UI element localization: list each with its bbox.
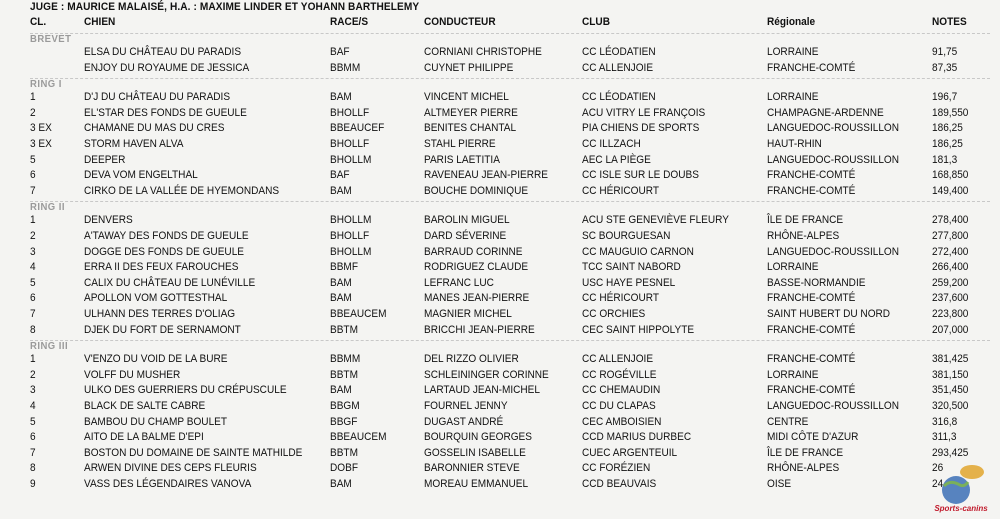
table-row (0, 461, 1000, 476)
cell-regionale: RHÔNE-ALPES (767, 230, 840, 242)
cell-regionale: CENTRE (767, 415, 809, 428)
cell-race: BAM (330, 276, 352, 289)
cell-club: CC LÉODATIEN (582, 91, 656, 104)
cell-race: BBTM (330, 323, 358, 336)
cell-chien: ELSA DU CHÂTEAU DU PARADIS (84, 46, 242, 58)
table-row (0, 291, 1000, 306)
cell-conducteur: LARTAUD JEAN-MICHEL (424, 384, 541, 397)
cell-regionale: FRANCHE-COMTÉ (767, 353, 856, 366)
cell-regionale: ÎLE DE FRANCE (767, 446, 844, 459)
table-row (0, 45, 1000, 60)
cell-cl: 2 (30, 106, 36, 119)
cell-club: CC ORCHIES (582, 308, 646, 320)
cell-race: BBTM (330, 446, 358, 459)
cell-club: CC MAUGUIO CARNON (582, 245, 694, 258)
cell-cl: 1 (30, 353, 36, 366)
table-row (0, 368, 1000, 383)
header-chien: CHIEN (84, 16, 116, 28)
cell-chien: ERRA II DES FEUX FAROUCHES (84, 261, 239, 274)
cell-club: CC CHEMAUDIN (582, 384, 661, 397)
table-row (0, 184, 1000, 199)
table-header (0, 15, 1000, 30)
cell-conducteur: DARD SÉVERINE (424, 230, 507, 242)
cell-regionale: LORRAINE (767, 368, 819, 381)
header-cl: CL. (30, 16, 47, 28)
cell-cl: 3 (30, 384, 36, 397)
cell-notes: 293,425 (932, 446, 969, 459)
cell-regionale: LORRAINE (767, 91, 819, 104)
cell-chien: VOLFF DU MUSHER (84, 368, 181, 381)
table-row (0, 121, 1000, 136)
cell-chien: DOGGE DES FONDS DE GUEULE (84, 245, 245, 258)
cell-notes: 186,25 (932, 122, 963, 135)
cell-cl: 8 (30, 462, 36, 475)
cell-race: BAM (330, 292, 352, 305)
table-row (0, 153, 1000, 168)
cell-club: USC HAYE PESNEL (582, 276, 676, 289)
cell-club: CEC SAINT HIPPOLYTE (582, 323, 695, 336)
cell-race: BBMM (330, 61, 361, 74)
cell-club: SC BOURGUESAN (582, 230, 671, 242)
cell-regionale: FRANCHE-COMTÉ (767, 323, 856, 336)
cell-race: BAF (330, 169, 350, 182)
cell-notes: 168,850 (932, 169, 969, 182)
cell-regionale: OISE (767, 478, 792, 490)
cell-chien: APOLLON VOM GOTTESTHAL (84, 292, 228, 305)
cell-regionale: FRANCHE-COMTÉ (767, 169, 856, 182)
table-row (0, 229, 1000, 244)
cell-club: CUEC ARGENTEUIL (582, 446, 678, 459)
cell-club: CC ISLE SUR LE DOUBS (582, 169, 699, 182)
cell-notes: 24 (932, 478, 944, 490)
cell-regionale: LANGUEDOC-ROUSSILLON (767, 245, 900, 258)
cell-club: ACU VITRY LE FRANÇOIS (582, 106, 706, 119)
cell-regionale: FRANCHE-COMTÉ (767, 61, 856, 74)
cell-race: BBGM (330, 400, 360, 412)
section-divider (30, 33, 990, 34)
cell-regionale: MIDI CÔTE D'AZUR (767, 431, 859, 444)
cell-regionale: LORRAINE (767, 261, 819, 274)
cell-notes: 259,200 (932, 276, 969, 289)
cell-club: CEC AMBOISIEN (582, 415, 662, 428)
cell-race: BBTM (330, 368, 358, 381)
cell-race: BBMF (330, 261, 358, 274)
cell-cl: 7 (30, 446, 36, 459)
section-divider (30, 340, 990, 341)
cell-chien: DEEPER (84, 153, 126, 166)
table-row (0, 90, 1000, 105)
cell-notes: 277,800 (932, 230, 969, 242)
table-row (0, 137, 1000, 152)
cell-chien: CIRKO DE LA VALLÉE DE HYEMONDANS (84, 184, 280, 197)
cell-race: BHOLLM (330, 214, 372, 227)
table-row (0, 213, 1000, 228)
cell-cl: 8 (30, 323, 36, 336)
cell-notes: 189,550 (932, 106, 969, 119)
cell-regionale: ÎLE DE FRANCE (767, 214, 844, 227)
cell-regionale: LANGUEDOC-ROUSSILLON (767, 122, 900, 135)
table-row (0, 323, 1000, 338)
cell-cl: 2 (30, 230, 36, 242)
table-row (0, 168, 1000, 183)
cell-notes: 311,3 (932, 431, 957, 444)
cell-regionale: FRANCHE-COMTÉ (767, 292, 856, 305)
cell-club: CCD MARIUS DURBEC (582, 431, 692, 444)
table-row (0, 106, 1000, 121)
cell-conducteur: VINCENT MICHEL (424, 91, 509, 104)
cell-cl: 2 (30, 368, 36, 381)
cell-regionale: FRANCHE-COMTÉ (767, 384, 856, 397)
cell-race: BBMM (330, 353, 361, 366)
section-label: BREVET (30, 34, 72, 45)
cell-regionale: LANGUEDOC-ROUSSILLON (767, 400, 900, 412)
cell-notes: 381,150 (932, 368, 969, 381)
cell-chien: EL'STAR DES FONDS DE GUEULE (84, 106, 247, 119)
cell-conducteur: GOSSELIN ISABELLE (424, 446, 526, 459)
table-row (0, 383, 1000, 398)
table-row (0, 446, 1000, 461)
cell-club: CC ALLENJOIE (582, 61, 654, 74)
cell-cl: 4 (30, 261, 36, 274)
table-row (0, 430, 1000, 445)
cell-club: CC FORÉZIEN (582, 462, 651, 475)
header-notes: NOTES (932, 16, 967, 28)
cell-regionale: LORRAINE (767, 46, 819, 58)
table-row (0, 477, 1000, 492)
cell-notes: 320,500 (932, 400, 969, 412)
cell-race: BAM (330, 91, 352, 104)
cell-cl: 3 (30, 245, 36, 258)
cell-chien: BOSTON DU DOMAINE DE SAINTE MATHILDE (84, 446, 303, 459)
cell-chien: STORM HAVEN ALVA (84, 138, 184, 150)
cell-cl: 1 (30, 214, 36, 227)
table-row (0, 61, 1000, 76)
cell-club: CC ALLENJOIE (582, 353, 654, 366)
table-row (0, 276, 1000, 291)
table-row (0, 415, 1000, 430)
cell-race: BAM (330, 184, 352, 197)
cell-notes: 87,35 (932, 61, 958, 74)
cell-race: BAF (330, 46, 350, 58)
section-label: RING I (30, 79, 62, 91)
cell-chien: BAMBOU DU CHAMP BOULET (84, 415, 228, 428)
cell-conducteur: MOREAU EMMANUEL (424, 478, 529, 490)
cell-chien: ENJOY DU ROYAUME DE JESSICA (84, 61, 250, 74)
cell-conducteur: PARIS LAETITIA (424, 153, 500, 166)
cell-conducteur: SCHLEININGER CORINNE (424, 368, 549, 381)
table-row (0, 260, 1000, 275)
cell-cl: 1 (30, 91, 36, 104)
cell-chien: DJEK DU FORT DE SERNAMONT (84, 323, 241, 336)
cell-conducteur: CORNIANI CHRISTOPHE (424, 46, 542, 58)
cell-chien: V'ENZO DU VOID DE LA BURE (84, 353, 228, 366)
table-row (0, 307, 1000, 322)
cell-chien: A'TAWAY DES FONDS DE GUEULE (84, 230, 249, 242)
cell-club: CC ILLZACH (582, 138, 641, 150)
header-club: CLUB (582, 16, 610, 28)
cell-conducteur: BRICCHI JEAN-PIERRE (424, 323, 535, 336)
sports-canins-logo (930, 456, 992, 514)
cell-club: CC ROGÉVILLE (582, 368, 657, 381)
cell-conducteur: BARRAUD CORINNE (424, 245, 523, 258)
cell-cl: 7 (30, 308, 36, 320)
cell-chien: D'J DU CHÂTEAU DU PARADIS (84, 91, 231, 104)
cell-notes: 316,8 (932, 415, 958, 428)
cell-club: ACU STE GENEVIÈVE FLEURY (582, 214, 729, 227)
cell-conducteur: LEFRANC LUC (424, 276, 494, 289)
cell-club: AEC LA PIÈGE (582, 153, 651, 166)
cell-chien: AITO DE LA BALME D'EPI (84, 431, 204, 444)
cell-race: BBGF (330, 415, 358, 428)
cell-club: PIA CHIENS DE SPORTS (582, 122, 700, 135)
cell-race: BAM (330, 384, 352, 397)
cell-conducteur: RAVENEAU JEAN-PIERRE (424, 169, 549, 182)
cell-regionale: BASSE-NORMANDIE (767, 276, 866, 289)
cell-race: BHOLLF (330, 138, 370, 150)
cell-notes: 207,000 (932, 323, 969, 336)
cell-cl: 5 (30, 415, 36, 428)
cell-notes: 26 (932, 462, 944, 475)
cell-chien: ARWEN DIVINE DES CEPS FLEURIS (84, 462, 257, 475)
section-divider (30, 201, 990, 202)
header-regionale: Régionale (767, 16, 816, 28)
cell-regionale: LANGUEDOC-ROUSSILLON (767, 153, 900, 166)
cell-conducteur: FOURNEL JENNY (424, 400, 508, 412)
logo-text: Sports-canins (934, 504, 988, 513)
cell-club: CC DU CLAPAS (582, 400, 656, 412)
cell-club: CCD BEAUVAIS (582, 478, 657, 490)
table-row (0, 399, 1000, 414)
cell-club: CC HÉRICOURT (582, 184, 660, 197)
cell-race: BHOLLM (330, 153, 372, 166)
cell-cl: 3 EX (30, 122, 52, 135)
cell-regionale: RHÔNE-ALPES (767, 462, 840, 475)
cell-chien: CHAMANE DU MAS DU CRES (84, 122, 225, 135)
cell-notes: 266,400 (932, 261, 969, 274)
cell-cl: 7 (30, 184, 36, 197)
cell-conducteur: BARONNIER STEVE (424, 462, 520, 475)
cell-notes: 272,400 (932, 245, 969, 258)
cell-conducteur: DEL RIZZO OLIVIER (424, 353, 519, 366)
cell-regionale: FRANCHE-COMTÉ (767, 184, 856, 197)
cell-race: BHOLLM (330, 245, 372, 258)
cell-regionale: SAINT HUBERT DU NORD (767, 308, 891, 320)
judge-line: JUGE : MAURICE MALAISÉ, H.A. : MAXIME LINDER ET YOHANN BARTHELEMY (30, 1, 420, 13)
cell-conducteur: BOURQUIN GEORGES (424, 431, 532, 444)
cell-race: BBEAUCEM (330, 431, 387, 444)
section-divider (30, 78, 990, 79)
cell-race: BBEAUCEM (330, 308, 387, 320)
cell-notes: 237,600 (932, 292, 969, 305)
cell-cl: 6 (30, 169, 36, 182)
cell-club: TCC SAINT NABORD (582, 261, 681, 274)
cell-notes: 91,75 (932, 46, 958, 58)
cell-race: BHOLLF (330, 106, 370, 119)
section-label: RING III (30, 341, 69, 353)
cell-cl: 6 (30, 431, 36, 444)
header-conducteur: CONDUCTEUR (424, 16, 496, 28)
cell-race: BHOLLF (330, 230, 370, 242)
cell-conducteur: ALTMEYER PIERRE (424, 106, 518, 119)
cell-conducteur: BAROLIN MIGUEL (424, 214, 510, 227)
cell-chien: CALIX DU CHÂTEAU DE LUNÉVILLE (84, 276, 256, 289)
cell-club: CC LÉODATIEN (582, 46, 656, 58)
cell-cl: 5 (30, 276, 36, 289)
cell-conducteur: CUYNET PHILIPPE (424, 61, 514, 74)
cell-race: BBEAUCEF (330, 122, 385, 135)
cell-cl: 9 (30, 478, 36, 490)
cell-race: BAM (330, 478, 352, 490)
cell-notes: 351,450 (932, 384, 969, 397)
cell-notes: 381,425 (932, 353, 969, 366)
cell-cl: 3 EX (30, 138, 52, 150)
cell-notes: 149,400 (932, 184, 969, 197)
cell-notes: 181,3 (932, 153, 958, 166)
cell-race: DOBF (330, 462, 358, 475)
cell-chien: BLACK DE SALTE CABRE (84, 400, 206, 412)
cell-notes: 196,7 (932, 91, 958, 104)
cell-club: CC HÉRICOURT (582, 292, 660, 305)
cell-cl: 6 (30, 292, 36, 305)
cell-cl: 4 (30, 400, 36, 412)
cell-chien: DEVA VOM ENGELTHAL (84, 169, 198, 182)
cell-conducteur: BOUCHE DOMINIQUE (424, 184, 529, 197)
cell-cl: 5 (30, 153, 36, 166)
section-label: RING II (30, 202, 66, 214)
cell-conducteur: RODRIGUEZ CLAUDE (424, 261, 529, 274)
header-race: RACE/S (330, 16, 369, 28)
cell-chien: DENVERS (84, 214, 133, 227)
cell-conducteur: STAHL PIERRE (424, 138, 496, 150)
cell-notes: 278,400 (932, 214, 969, 227)
table-row (0, 245, 1000, 260)
cell-regionale: CHAMPAGNE-ARDENNE (767, 106, 884, 119)
table-row (0, 352, 1000, 367)
cell-chien: ULHANN DES TERRES D'OLIAG (84, 308, 236, 320)
cell-notes: 186,25 (932, 138, 963, 150)
cell-notes: 223,800 (932, 308, 969, 320)
cell-regionale: HAUT-RHIN (767, 138, 822, 150)
cell-conducteur: MANES JEAN-PIERRE (424, 292, 530, 305)
cell-chien: VASS DES LÉGENDAIRES VANOVA (84, 478, 252, 490)
cell-conducteur: BENITES CHANTAL (424, 122, 517, 135)
cell-chien: ULKO DES GUERRIERS DU CRÉPUSCULE (84, 384, 287, 397)
cell-conducteur: DUGAST ANDRÉ (424, 415, 504, 428)
cell-conducteur: MAGNIER MICHEL (424, 308, 512, 320)
